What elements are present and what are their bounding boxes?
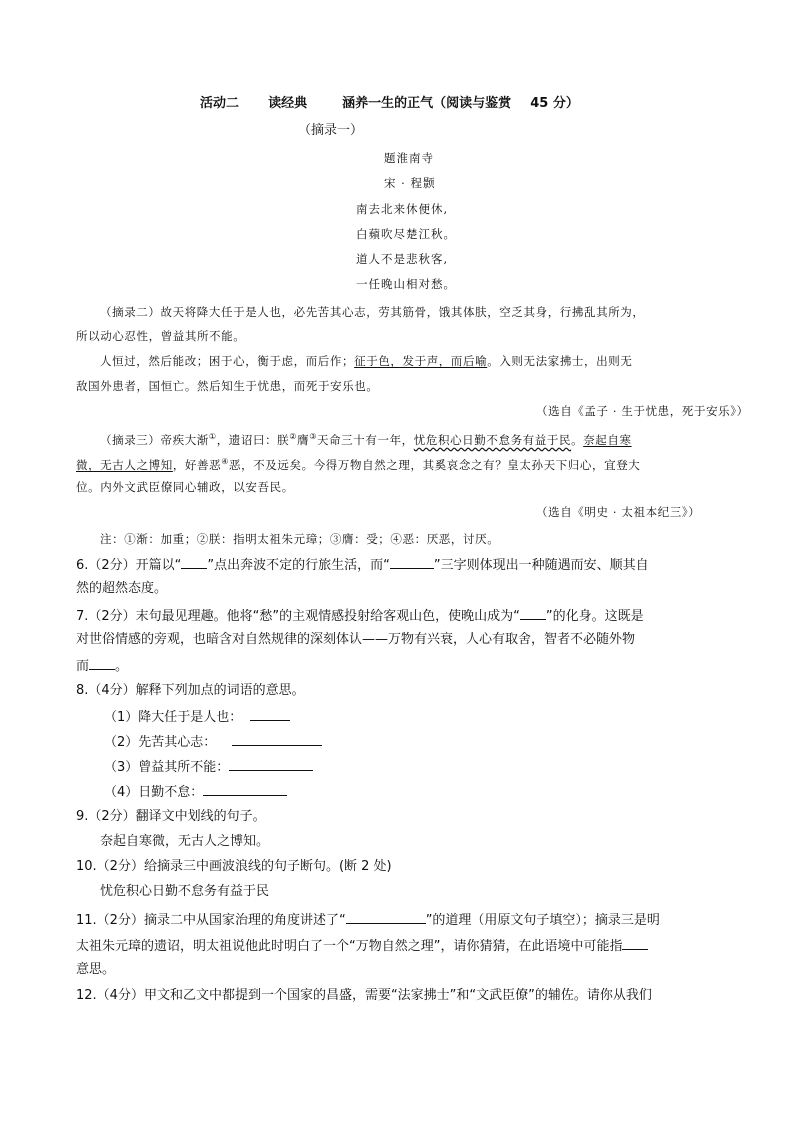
question-text: （3）曾益其所不能： xyxy=(104,760,230,775)
question-7 xyxy=(76,606,644,626)
question-10: 10.（2分）给摘录三中画波浪线的句子断句。(断 2 处) xyxy=(76,859,392,874)
question-8-3 xyxy=(104,757,313,777)
question-text: 太祖朱元璋的遗诏，明太祖说他此时明白了一个“万物自然之理”，请你猜猜，在此语境中可能指 xyxy=(76,939,623,954)
excerpt3-line3: 位。内外文武臣僚同心辅政，以安吾民。 xyxy=(76,480,294,494)
footnote-mark: ③ xyxy=(309,432,317,441)
excerpt2-source: （选自《孟子 · 生于忧患，死于安乐》） xyxy=(536,404,749,418)
question-text: （1）降大任于是人也： xyxy=(104,710,243,725)
question-8: 8.（4分）解释下列加点的词语的意思。 xyxy=(76,683,305,698)
question-text: ”三字则体现出一种随遇而安、顺其自 xyxy=(433,558,649,573)
question-6-cont: 然的超然态度。 xyxy=(76,581,168,596)
question-10-sentence: 忧危积心日勤不怠务有益于民 xyxy=(100,884,270,899)
question-text: （4）日勤不怠： xyxy=(104,785,204,800)
excerpt3-line1 xyxy=(100,428,632,449)
excerpt2-p1-line1: （摘录二）故天将降大任于是人也，必先苦其心志，劳其筋骨，饿其体肤，空乏其身，行拂乱其所为， xyxy=(100,305,645,319)
excerpt2-p1-line2: 所以动心忍性，曾益其所不能。 xyxy=(76,329,246,343)
poem-title: 题淮南寺 xyxy=(384,151,434,165)
question-text: ”的道理（用原文句子填空）；摘录三是明 xyxy=(425,913,660,928)
question-9-sentence: 奈起自寒微，无古人之博知。 xyxy=(100,834,270,849)
poem-line-2: 白蘋吹尽楚江秋。 xyxy=(356,227,456,241)
underlined-sentence: 微，无古人之博知 xyxy=(76,457,173,472)
answer-blank[interactable] xyxy=(346,910,426,924)
heading-score: 45 分） xyxy=(530,96,579,111)
excerpt3-text: 天命三十有一年， xyxy=(316,432,414,447)
excerpt2-p2-line2: 敌国外患者，国恒亡。然后知生于忧患，而死于安乐也。 xyxy=(76,379,379,393)
answer-blank[interactable] xyxy=(181,555,207,569)
wavy-underlined-sentence: 忧危积心日勤不怠务有益于民 xyxy=(413,432,572,447)
heading-read-classics: 读经典 xyxy=(268,96,308,111)
question-text: 7.（2分）末句最见理趣。他将“愁”的主观情感投射给客观山色，使晚山成为“ xyxy=(76,609,520,624)
answer-blank[interactable] xyxy=(203,782,287,796)
underlined-sentence: 奈起自寒 xyxy=(583,432,632,447)
heading-activity: 活动二 xyxy=(200,96,240,111)
excerpt3-line2 xyxy=(76,453,640,474)
answer-blank[interactable] xyxy=(520,606,546,620)
poem-line-3: 道人不是悲秋客, xyxy=(356,252,449,266)
question-8-1 xyxy=(104,707,290,727)
answer-blank[interactable] xyxy=(232,732,322,746)
question-9: 9.（2分）翻译文中划线的句子。 xyxy=(76,809,266,824)
excerpt3-text: ，好善恶 xyxy=(172,457,222,472)
answer-blank[interactable] xyxy=(390,555,434,569)
answer-blank[interactable] xyxy=(622,936,648,950)
heading-theme: 涵养一生的正气（阅读与鉴赏 xyxy=(342,96,512,111)
footnote-mark: ① xyxy=(208,432,217,441)
section-heading xyxy=(200,95,579,113)
poem-line-1: 南去北来休便休, xyxy=(356,202,449,216)
question-text: （2）先苦其心志： xyxy=(104,735,217,750)
answer-blank[interactable] xyxy=(229,757,313,771)
excerpt3-text: 膺 xyxy=(297,432,310,447)
excerpt3-text: （摘录三）帝疾大渐 xyxy=(100,432,209,447)
excerpt2-p2-line1 xyxy=(100,352,632,370)
footnote-mark: ④ xyxy=(221,457,229,466)
excerpt2-text: 人恒过，然后能改；困于心，衡于虑，而后作； xyxy=(100,354,355,368)
question-7-end xyxy=(76,656,128,676)
excerpt3-text: 。 xyxy=(571,432,584,447)
question-11-cont xyxy=(76,936,648,956)
question-text: 而 xyxy=(76,659,90,674)
excerpt1-label: （摘录一） xyxy=(298,123,364,138)
question-8-4 xyxy=(104,782,287,802)
question-7-cont: 对世俗情感的旁观，也暗含对自然规律的深刻体认——万物有兴衰，人心有取舍，智者不必随外物 xyxy=(76,632,636,647)
question-text: 6.（2分）开篇以“ xyxy=(76,558,182,573)
question-text: 。 xyxy=(115,659,129,674)
underlined-sentence: 征于色，发于声，而后喻 xyxy=(354,354,488,368)
question-text: 11.（2分）摘录二中从国家治理的角度讲述了“ xyxy=(76,913,346,928)
question-6 xyxy=(76,555,649,575)
footnote-mark: ② xyxy=(289,432,298,441)
question-11 xyxy=(76,910,660,930)
excerpt3-text: ，遗诏曰：朕 xyxy=(216,432,290,447)
question-11-end: 意思。 xyxy=(76,962,116,977)
excerpt3-notes: 注：①渐：加重；②朕：指明太祖朱元璋；③膺：受；④恶：厌恶，讨厌。 xyxy=(100,532,500,546)
question-text: ”点出奔波不定的行旅生活，而“ xyxy=(207,558,390,573)
excerpt2-text: 。入则无法家拂士，出则无 xyxy=(487,354,633,368)
answer-blank[interactable] xyxy=(89,656,115,670)
question-8-2 xyxy=(104,732,322,752)
excerpt3-text: 恶，不及远矣。今得万物自然之理，其奚哀念之有？皇太孙天下归心，宜登大 xyxy=(229,457,641,472)
poem-author: 宋 · 程颢 xyxy=(384,176,436,190)
poem-line-4: 一任晚山相对愁。 xyxy=(356,277,456,291)
answer-blank[interactable] xyxy=(250,707,290,721)
excerpt3-source: （选自《明史 · 太祖本纪三》） xyxy=(536,505,701,519)
question-12: 12.（4分）甲文和乙文中都提到一个国家的昌盛，需要“法家拂士”和“文武臣僚”的辅佐。请你从我们 xyxy=(76,988,652,1003)
question-text: ”的化身。这既是 xyxy=(545,609,644,624)
